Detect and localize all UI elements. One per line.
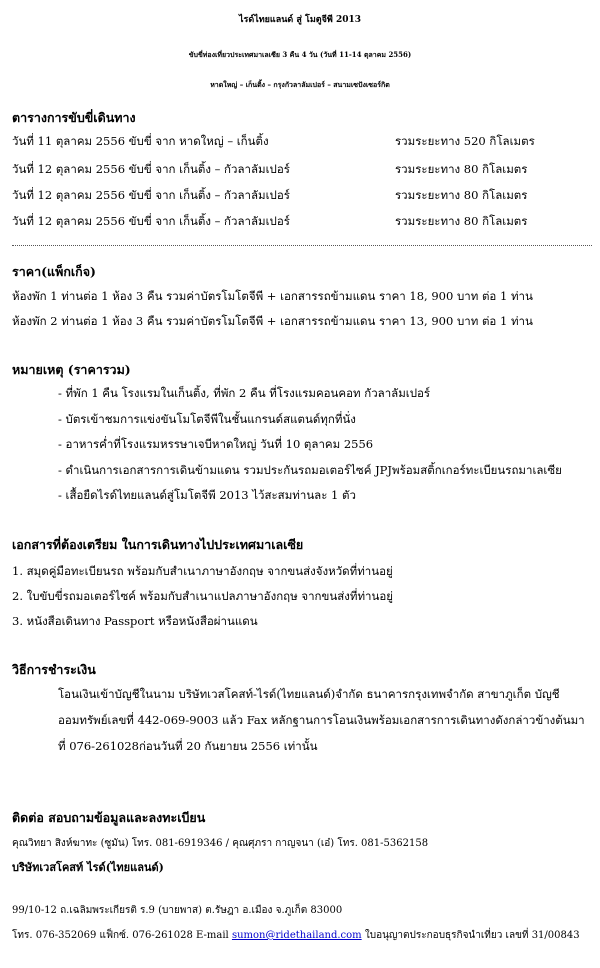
- notes-item: - ดำเนินการเอกสารการเดินข้ามแดน รวมประกันรถมอเตอร์ไซค์ JPJพร้อมสติ้กเกอร์ทะเบียนรถมาเลเซีย: [58, 463, 562, 477]
- schedule-row: วันที่ 12 ตุลาคม 2556 ขับขี่ จาก เก็นติ้ง – กัวลาลัมเปอร์: [12, 188, 290, 202]
- email-link[interactable]: sumon@ridethailand.com: [231, 930, 362, 941]
- page-title: ไรด์ไทยแลนด์ สู่ โมตูจีพี 2013: [238, 15, 361, 25]
- schedule-distance: รวมระยะทาง 80 กิโลเมตร: [395, 214, 528, 228]
- phone-fax: โทร. 076-352069 แฟ็กซ์. 076-261028 E-mail: [12, 930, 232, 941]
- company-address: 99/10-12 ถ.เฉลิมพระเกียรติ ร.9 (บายพาส) ต.รัษฎา อ.เมือง จ.ภูเก็ต 83000: [12, 905, 343, 916]
- contact-footer-line: [12, 928, 580, 943]
- notes-item: - ที่พัก 1 คืน โรงแรมในเก็นติ้ง, ที่พัก 2 คืน ที่โรงแรมคอนคอท กัวลาลัมเปอร์: [58, 386, 431, 400]
- schedule-distance: รวมระยะทาง 80 กิโลเมตร: [395, 162, 528, 176]
- price-heading: ราคา(แพ็กเก็จ): [12, 264, 96, 279]
- contact-heading: ติดต่อ สอบถามข้อมูลและลงทะเบียน: [12, 810, 206, 825]
- payment-line: ออมทรัพย์เลขที่ 442-069-9003 แล้ว Fax หลักฐานการโอนเงินพร้อมเอกสารการเดินทางดังกล่าวข้างต้นมา: [58, 713, 585, 727]
- contact-persons: คุณวิทยา สิงห์ฆาทะ (ซูมัน) โทร. 081-6919346 / คุณศุภรา กาญจนา (เอ๋) โทร. 081-5362158: [12, 838, 429, 849]
- documents-item: 2. ใบขับขี่รถมอเตอร์ไซค์ พร้อมกับสำเนาแปลภาษาอังกฤษ จากขนส่งที่ท่านอยู่: [12, 589, 394, 603]
- schedule-row: วันที่ 12 ตุลาคม 2556 ขับขี่ จาก เก็นติ้ง – กัวลาลัมเปอร์: [12, 162, 290, 176]
- schedule-row: วันที่ 11 ตุลาคม 2556 ขับขี่ จาก หาดใหญ่ – เก็นติ้ง: [12, 134, 269, 148]
- payment-line: โอนเงินเข้าบัญชีในนาม บริษัทเวสโคสท์-ไรด์(ไทยแลนด์)จำกัด ธนาคารกรุงเทพจำกัด สาขาภูเก็ต บัญชี: [58, 687, 560, 701]
- route-line: หาดใหญ่ – เก็นติ้ง – กรุงกัวลาลัมเปอร์ – สนามเซปังเซอร์กิต: [210, 80, 390, 89]
- company-name: บริษัทเวสโคสท์ ไรด์(ไทยแลนด์): [12, 861, 164, 874]
- schedule-row: วันที่ 12 ตุลาคม 2556 ขับขี่ จาก เก็นติ้ง – กัวลาลัมเปอร์: [12, 214, 290, 228]
- payment-heading: วิธีการชำระเงิน: [12, 662, 96, 677]
- documents-heading: เอกสารที่ต้องเตรียม ในการเดินทางไปประเทศมาเลเซีย: [12, 537, 304, 552]
- payment-line: ที่ 076-261028ก่อนวันที่ 20 กันยายน 2556 เท่านั้น: [58, 739, 318, 753]
- notes-item: - เสื้อยืดไรด์ไทยแลนด์สู่โมโตจีพี 2013 ไว้สะสมท่านละ 1 ตัว: [58, 488, 356, 502]
- schedule-distance: รวมระยะทาง 520 กิโลเมตร: [395, 134, 535, 148]
- schedule-distance: รวมระยะทาง 80 กิโลเมตร: [395, 188, 528, 202]
- price-line: ห้องพัก 1 ท่านต่อ 1 ห้อง 3 คืน รวมค่าบัตรโมโตจีพี + เอกสารรถข้ามแดน ราคา 18, 900 บาท ต่อ 1 ท่าน: [12, 289, 533, 303]
- documents-item: 1. สมุดคู่มือทะเบียนรถ พร้อมกับสำเนาภาษาอังกฤษ จากขนส่งจังหวัดที่ท่านอยู่: [12, 564, 393, 578]
- price-line: ห้องพัก 2 ท่านต่อ 1 ห้อง 3 คืน รวมค่าบัตรโมโตจีพี + เอกสารรถข้ามแดน ราคา 13, 900 บาท ต่อ 1 ท่าน: [12, 314, 533, 328]
- license-number: ใบอนุญาตประกอบธุรกิจนำเที่ยว เลขที่ 31/00843: [361, 930, 580, 941]
- documents-item: 3. หนังสือเดินทาง Passport หรือหนังสือผ่านแดน: [12, 614, 258, 628]
- schedule-heading: ตารางการขับขี่เดินทาง: [12, 110, 136, 125]
- notes-heading: หมายเหตุ (ราคารวม): [12, 362, 131, 377]
- notes-item: - อาหารค่ำที่โรงแรมหรรษาเจบีหาดใหญ่ วันที่ 10 ตุลาคม 2556: [58, 437, 374, 451]
- section-divider: [12, 245, 592, 246]
- notes-item: - บัตรเข้าชมการแข่งขันโมโตจีพีในชั้นแกรนด์สแตนด์ทุกที่นั่ง: [58, 412, 356, 426]
- page-subtitle: ขับขี่ท่องเที่ยวประเทศมาเลเซีย 3 คืน 4 วัน (วันที่ 11-14 ตุลาคม 2556): [188, 50, 412, 59]
